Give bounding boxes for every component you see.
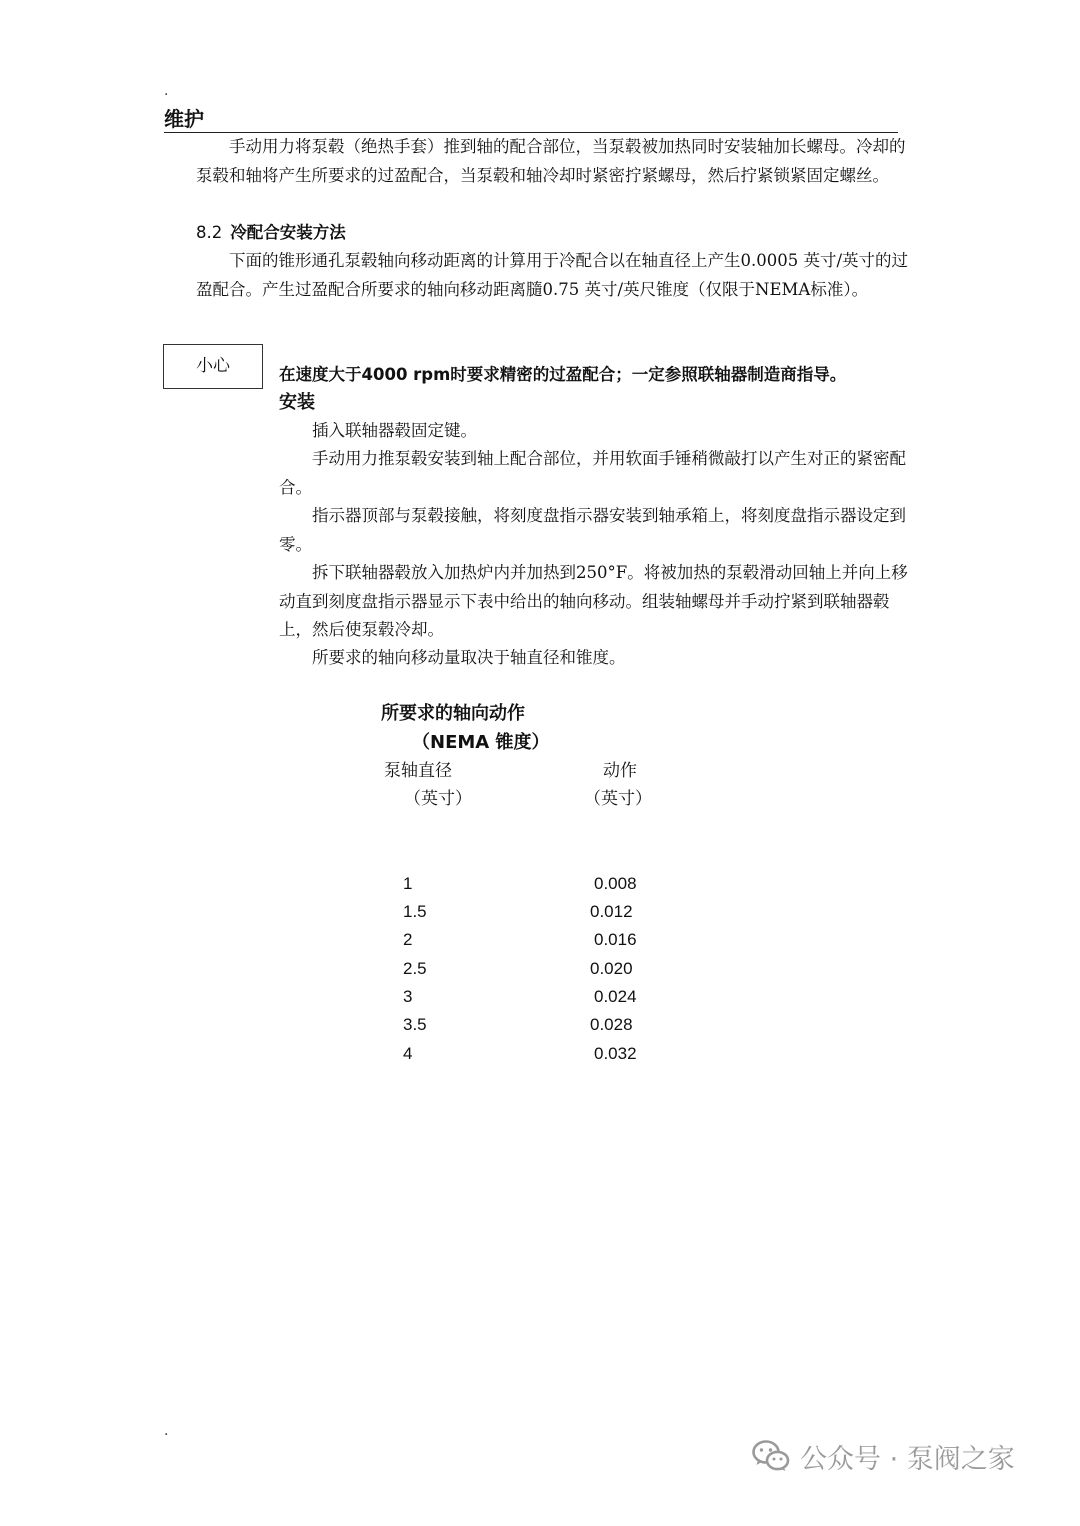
section-title: 维护 bbox=[164, 107, 204, 131]
paragraph-cold-fit-text: 下面的锥形通孔泵毂轴向移动距离的计算用于冷配合以在轴直径上产生0.0005 英寸/英寸的过盈配合。产生过盈配合所要求的轴向移动距离膸0.75 英寸/英尺锥度（仅限于NEMA标准）。 bbox=[196, 251, 909, 299]
install-step-2-text: 手动用力推泵毂安装到轴上配合部位，并用软面手锤稍微敲打以产生对正的紧密配合。 bbox=[279, 449, 906, 497]
caution-text: 在速度大于4000 rpm时要求精密的过盈配合；一定参照联轴器制造商指导。 bbox=[279, 365, 847, 384]
subsection-number: 8.2 bbox=[196, 223, 223, 242]
subsection-heading bbox=[196, 220, 346, 246]
table-cell-diameter: 3.5 bbox=[403, 1015, 427, 1034]
install-step-4-text: 拆下联轴器毂放入加热炉内并加热到250°F。将被加热的泵毂滑动回轴上并向上移动直到刻度盘指示器显示下表中给出的轴向移动。组装轴螺母并手动拧紧到联轴器毂上，然后使泵毂冷却。 bbox=[279, 563, 908, 639]
paragraph-hot-fit-text: 手动用力将泵毂（绝热手套）推到轴的配合部位，当泵毂被加热同时安装轴加长螺母。冷却的泵毂和轴将产生所要求的过盈配合，当泵毂和轴冷却时紧密拧紧螺母，然后拧紧锁紧固定螺丝。 bbox=[196, 137, 906, 185]
table-cell-action: 0.024 bbox=[594, 987, 637, 1006]
table-cell-action: 0.020 bbox=[590, 959, 633, 978]
install-step-4 bbox=[279, 559, 919, 645]
table-cell-diameter: 4 bbox=[403, 1044, 413, 1063]
caution-label-box: 小心 bbox=[163, 344, 263, 389]
table-cell-diameter: 1 bbox=[403, 874, 413, 893]
page-dot-bottom: . bbox=[164, 1423, 169, 1439]
install-step-3 bbox=[279, 502, 919, 559]
section-header bbox=[164, 106, 898, 133]
watermark bbox=[752, 1434, 1015, 1478]
subsection-title: 冷配合安装方法 bbox=[230, 223, 346, 242]
table-cell-diameter: 1.5 bbox=[403, 902, 427, 921]
page-dot-top: . bbox=[164, 83, 169, 99]
table-cell-diameter: 3 bbox=[403, 987, 413, 1006]
install-heading: 安装 bbox=[279, 392, 315, 413]
install-step-1 bbox=[279, 417, 919, 446]
paragraph-cold-fit bbox=[196, 247, 916, 304]
table-cell-action: 0.032 bbox=[594, 1044, 637, 1063]
table-col1-unit: （英寸） bbox=[404, 789, 472, 809]
install-step-5-text: 所要求的轴向移动量取决于轴直径和锥度。 bbox=[312, 648, 626, 667]
table-cell-action: 0.028 bbox=[590, 1015, 633, 1034]
install-step-2 bbox=[279, 445, 919, 502]
table-cell-action: 0.016 bbox=[594, 930, 637, 949]
table-title: 所要求的轴向动作 bbox=[381, 703, 525, 724]
table-subtitle: （NEMA 锥度） bbox=[412, 732, 550, 753]
table-col2-header: 动作 bbox=[603, 761, 637, 781]
table-col1-header: 泵轴直径 bbox=[384, 761, 452, 781]
table-cell-action: 0.008 bbox=[594, 874, 637, 893]
watermark-text: 公众号 · 泵阀之家 bbox=[800, 1443, 1015, 1475]
install-step-1-text: 插入联轴器毂固定键。 bbox=[312, 421, 477, 440]
table-cell-action: 0.012 bbox=[590, 902, 633, 921]
table-cell-diameter: 2.5 bbox=[403, 959, 427, 978]
wechat-icon bbox=[752, 1439, 790, 1473]
install-step-3-text: 指示器顶部与泵毂接触，将刻度盘指示器安装到轴承箱上，将刻度盘指示器设定到零。 bbox=[279, 506, 906, 554]
table-col2-unit: （英寸） bbox=[584, 789, 652, 809]
paragraph-hot-fit bbox=[196, 133, 916, 190]
install-step-5 bbox=[279, 644, 919, 673]
table-cell-diameter: 2 bbox=[403, 930, 413, 949]
